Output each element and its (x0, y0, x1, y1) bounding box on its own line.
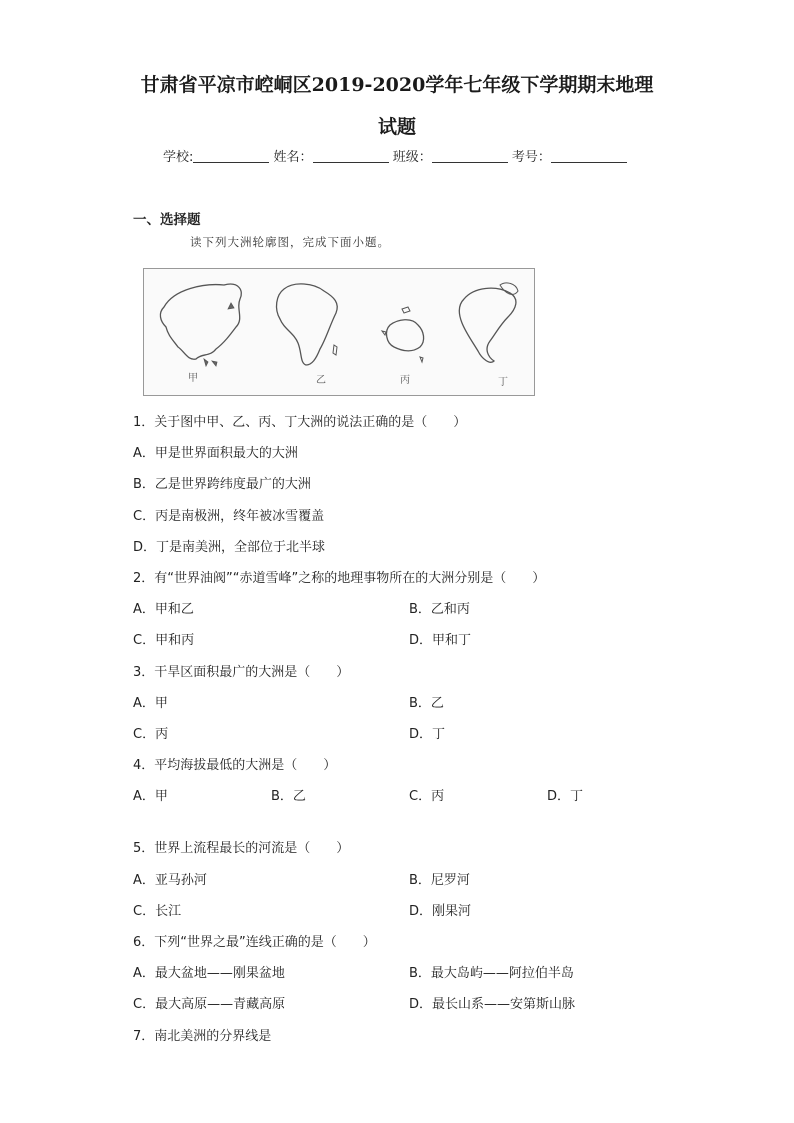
page-title-line2: 试题 (377, 116, 416, 138)
question-6-option-d[interactable]: D．最长山系——安第斯山脉 (409, 997, 576, 1012)
question-6-option-c[interactable]: C．最大高原——青藏高原 (133, 997, 286, 1012)
continent-bing-outline (387, 320, 424, 351)
school-label: 学校: (163, 150, 194, 165)
question-2-option-b[interactable]: B．乙和丙 (409, 602, 470, 617)
continent-yi-outline (277, 284, 338, 365)
class-label: 班级： (392, 150, 432, 165)
continent-outline-map (143, 268, 535, 396)
question-2-option-d[interactable]: D．甲和丁 (409, 633, 472, 648)
question-5-option-b[interactable]: B．尼罗河 (409, 873, 470, 888)
map-label-yi: 乙 (316, 375, 326, 386)
question-6-stem: 6．下列“世界之最”连线正确的是（ ） (133, 935, 376, 950)
exam-number-label: 考号： (511, 150, 551, 165)
question-1-stem: 1．关于图中甲、乙、丙、丁大洲的说法正确的是（ ） (133, 415, 467, 430)
continent-ding-outline (459, 288, 516, 362)
question-2-option-c[interactable]: C．甲和丙 (133, 633, 195, 648)
question-2-stem: 2．有“世界油阀”“赤道雪峰”之称的地理事物所在的大洲分别是（ ） (133, 571, 546, 586)
question-4-option-a[interactable]: A．甲 (133, 789, 168, 804)
name-blank[interactable] (313, 150, 389, 163)
question-1-option-a[interactable]: A．甲是世界面积最大的大洲 (133, 446, 298, 461)
question-1-option-d[interactable]: D．丁是南美洲，全部位于北半球 (133, 540, 326, 555)
continent-yi-island (333, 345, 337, 355)
question-3-option-c[interactable]: C．丙 (133, 727, 169, 742)
question-intro: 读下列大洲轮廓图，完成下面小题。 (190, 235, 390, 249)
exam-number-blank[interactable] (551, 150, 627, 163)
question-3-stem: 3．干旱区面积最广的大洲是（ ） (133, 665, 350, 680)
student-info-row (163, 146, 627, 165)
question-4-option-b[interactable]: B．乙 (271, 789, 306, 804)
question-4-option-d[interactable]: D．丁 (547, 789, 584, 804)
question-7-stem: 7．南北美洲的分界线是 (133, 1029, 272, 1044)
name-label: 姓名： (273, 150, 313, 165)
question-1-option-b[interactable]: B．乙是世界跨纬度最广的大洲 (133, 477, 311, 492)
section-title: 一、选择题 (133, 212, 201, 228)
question-5-option-d[interactable]: D．刚果河 (409, 904, 472, 919)
class-blank[interactable] (432, 150, 508, 163)
question-5-option-a[interactable]: A．亚马孙河 (133, 873, 207, 888)
map-label-ding: 丁 (498, 377, 508, 388)
question-6-option-b[interactable]: B．最大岛屿——阿拉伯半岛 (409, 966, 574, 981)
question-3-option-a[interactable]: A．甲 (133, 696, 168, 711)
continent-bing-islands (382, 307, 423, 362)
map-label-jia: 甲 (188, 373, 198, 384)
map-label-bing: 丙 (400, 375, 410, 386)
page-title: 甘肃省平凉市崆峒区2019-2020学年七年级下学期期末地理 (140, 74, 654, 96)
question-3-option-b[interactable]: B．乙 (409, 696, 444, 711)
question-1-option-c[interactable]: C．丙是南极洲，终年被冰雪覆盖 (133, 509, 325, 524)
question-5-option-c[interactable]: C．长江 (133, 904, 182, 919)
school-blank[interactable] (193, 150, 269, 163)
question-3-option-d[interactable]: D．丁 (409, 727, 446, 742)
question-4-stem: 4．平均海拔最低的大洲是（ ） (133, 758, 337, 773)
question-4-option-c[interactable]: C．丙 (409, 789, 445, 804)
question-6-option-a[interactable]: A．最大盆地——刚果盆地 (133, 966, 285, 981)
continent-jia-outline (160, 284, 241, 359)
question-2-option-a[interactable]: A．甲和乙 (133, 602, 194, 617)
question-5-stem: 5．世界上流程最长的河流是（ ） (133, 841, 350, 856)
